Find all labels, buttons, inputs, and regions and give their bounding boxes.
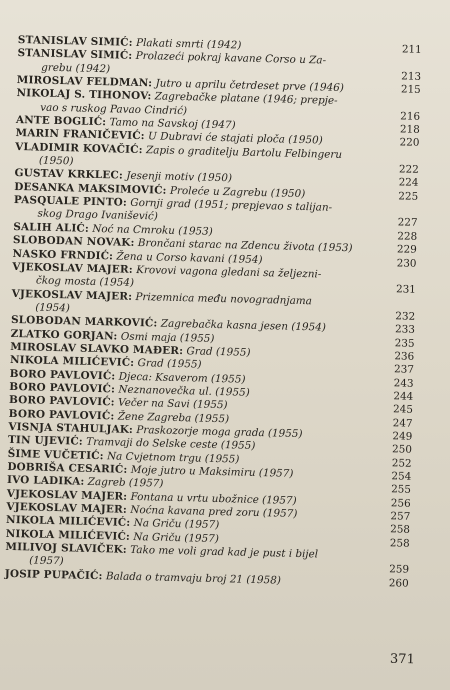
entry-page-number: 233 <box>394 323 416 337</box>
entry-page-number: 230 <box>396 256 417 270</box>
work-title: Žene Zagreba (1955) <box>117 410 230 425</box>
work-title: Tamo na Savskoj (1947) <box>109 116 236 132</box>
author-name: VISNJA STAHULJAK: <box>8 420 134 436</box>
page-number: 371 <box>389 651 416 668</box>
work-title-continuation: grebu (1942) <box>41 61 111 75</box>
entry-page-number: 227 <box>397 216 418 230</box>
author-name: VJEKOSLAV MAJER: <box>11 287 133 303</box>
entry-page-number: 213 <box>401 70 422 83</box>
work-title: Balada o tramvaju broj 21 (1958) <box>105 570 282 587</box>
work-title: Večer na Savi (1955) <box>117 396 228 412</box>
author-name: BORO PAVLOVIĆ: <box>9 367 116 383</box>
author-name: STANISLAV SIMIĆ: <box>17 34 133 49</box>
work-title: Gornji grad (1951; prepjevao s talijan- <box>130 196 333 214</box>
work-title: Djeca: Ksaverom (1955) <box>118 370 246 386</box>
author-name: ZLATKO GORJAN: <box>10 327 118 343</box>
entry-page-number: 243 <box>393 376 414 390</box>
entry-page-number: 255 <box>390 483 412 497</box>
entry-page-number: 220 <box>399 136 420 150</box>
author-name: GUSTAV KRKLEC: <box>14 167 124 183</box>
entry-page-number: 218 <box>399 123 420 136</box>
work-title: Neznanovečka ul. (1955) <box>118 383 250 399</box>
entry-page-number: 257 <box>390 510 411 523</box>
entry-page-number: 250 <box>391 443 413 457</box>
work-title-continuation: skog Drago Ivanišević) <box>37 208 158 223</box>
work-title: Tramvaji do Selske ceste (1955) <box>86 436 256 453</box>
author-name: JOSIP PUPAČIĆ: <box>4 567 103 582</box>
author-name: BORO PAVLOVIĆ: <box>8 407 115 423</box>
entry-page-number: 247 <box>392 416 413 430</box>
author-name: SLOBODAN NOVAK: <box>12 234 135 250</box>
entry-page-number: 225 <box>398 190 419 203</box>
work-title: Zagreb (1957) <box>87 476 164 491</box>
entry-page-number: 258 <box>389 536 410 550</box>
author-name: VLADIMIR KOVAČIĆ: <box>15 140 143 156</box>
author-name: VJEKOSLAV MAJER: <box>6 487 128 503</box>
entry-page-number: 216 <box>400 110 421 123</box>
author-name: IVO LADIKA: <box>6 474 85 489</box>
work-title: Praskozorje moga grada (1955) <box>136 423 303 441</box>
author-name: NIKOLA MILIĆEVIĆ: <box>5 514 131 530</box>
author-name: MILIVOJ SLAVIČEK: <box>5 540 128 556</box>
entry-page-number: 235 <box>394 336 415 350</box>
work-title: Na Griču (1957) <box>133 517 220 532</box>
author-name: NIKOLA MILIĆEVIĆ: <box>9 354 135 370</box>
work-title: Na Griču (1957) <box>133 530 220 545</box>
work-title: Fontana u vrtu ubožnice (1957) <box>130 490 297 507</box>
author-name: MIROSLAV FELDMAN: <box>16 74 153 90</box>
author-name: MARIN FRANIČEVIĆ: <box>15 127 145 143</box>
work-title: Prizemnica među novogradnjama <box>135 290 313 307</box>
work-title-continuation: (1957) <box>28 554 64 568</box>
work-title: Noćna kavana pred zoru (1957) <box>130 503 298 520</box>
author-name: TIN UJEVIĆ: <box>7 434 84 449</box>
entry-page-number: 244 <box>393 390 414 403</box>
author-name: DESANKA MAKSIMOVIĆ: <box>14 180 167 197</box>
author-name: STANISLAV SIMIĆ: <box>17 47 133 63</box>
work-title: Proleće u Zagrebu (1950) <box>169 184 306 200</box>
work-title: Na Cvjetnom trgu (1955) <box>106 449 240 466</box>
author-name: NASKO FRNDIĆ: <box>12 247 114 262</box>
work-title: Brončani starac na Zdencu života (1953) <box>137 237 353 255</box>
work-title: Žena u Corso kavani (1954) <box>116 249 263 266</box>
entry-page-number: 249 <box>392 430 413 443</box>
work-title-continuation: čkog mosta (1954) <box>35 274 135 290</box>
work-title: Grad (1955) <box>137 357 202 371</box>
work-title: Grad (1955) <box>186 345 251 359</box>
work-title-continuation: vao s ruskog Pavao Cindrić) <box>40 101 188 117</box>
author-name: NIKOLAJ S. TIHONOV: <box>16 87 152 103</box>
entry-page-number: 259 <box>389 563 410 577</box>
entry-page-number: 228 <box>397 230 418 243</box>
author-name: NIKOLA MILIĆEVIĆ: <box>5 527 131 543</box>
work-title: Zagrebačke platane (1946; prepje- <box>154 90 338 108</box>
work-title: Prolazeći pokraj kavane Corso u Za- <box>135 50 327 67</box>
work-title: Jesenji motiv (1950) <box>126 170 233 185</box>
author-name: BORO PAVLOVIĆ: <box>9 380 116 396</box>
work-title: Zagrebačka kasna jesen (1954) <box>160 317 326 334</box>
work-title-continuation: (1954) <box>35 301 71 315</box>
entry-page-number: 224 <box>398 176 419 190</box>
author-name: ŠIME VUČETIĆ: <box>7 447 104 462</box>
author-name: VJEKOSLAV MAJER: <box>12 260 133 276</box>
work-title: Osmi maja (1955) <box>120 330 215 345</box>
entry-page-number: 258 <box>390 523 411 537</box>
entry-page-number: 252 <box>391 456 412 470</box>
entry-page-number: 232 <box>395 310 416 323</box>
work-title: Krovovi vagona gledani sa željezni- <box>136 263 322 281</box>
work-title-continuation: (1950) <box>38 154 74 168</box>
work-title: Jutro u aprilu četrdeset prve (1946) <box>155 77 345 95</box>
work-title: Noć na Cmroku (1953) <box>92 222 213 238</box>
author-name: SALIH ALIĆ: <box>13 220 90 235</box>
author-name: DOBRIŠA CESARIĆ: <box>7 460 128 476</box>
author-name: PASQUALE PINTO: <box>13 194 128 209</box>
work-title: Plakati smrti (1942) <box>135 36 242 52</box>
author-name: BORO PAVLOVIĆ: <box>8 394 115 409</box>
work-title: Moje jutro u Maksimiru (1957) <box>130 463 294 480</box>
entry-page-number: 256 <box>390 496 411 510</box>
author-name: VJEKOSLAV MAJER: <box>6 500 128 516</box>
entry-page-number: 229 <box>396 243 417 256</box>
entry-page-number: 211 <box>401 43 422 56</box>
work-title: Tako me voli grad kad je pust i bijel <box>130 543 319 561</box>
entry-page-number: 260 <box>388 576 409 590</box>
entry-page-number: 222 <box>398 163 419 176</box>
entry-page-number: 231 <box>395 283 417 296</box>
entry-page-number: 245 <box>392 403 414 417</box>
work-title: Zapis o graditelju Bartolu Felbingeru <box>145 143 343 161</box>
work-title: U Dubravi će stajati ploča (1950) <box>147 130 323 147</box>
table-of-contents <box>5 34 422 591</box>
entry-page-number: 215 <box>400 83 421 96</box>
entry-page-number: 236 <box>394 350 415 363</box>
author-name: SLOBODAN MARKOVIĆ: <box>10 314 158 330</box>
author-name: ANTE BOGLIĆ: <box>15 114 107 129</box>
entry-page-number: 254 <box>391 470 412 483</box>
entry-page-number: 237 <box>393 363 415 377</box>
author-name: MIROSLAV SLAVKO MAĐER: <box>10 340 184 358</box>
